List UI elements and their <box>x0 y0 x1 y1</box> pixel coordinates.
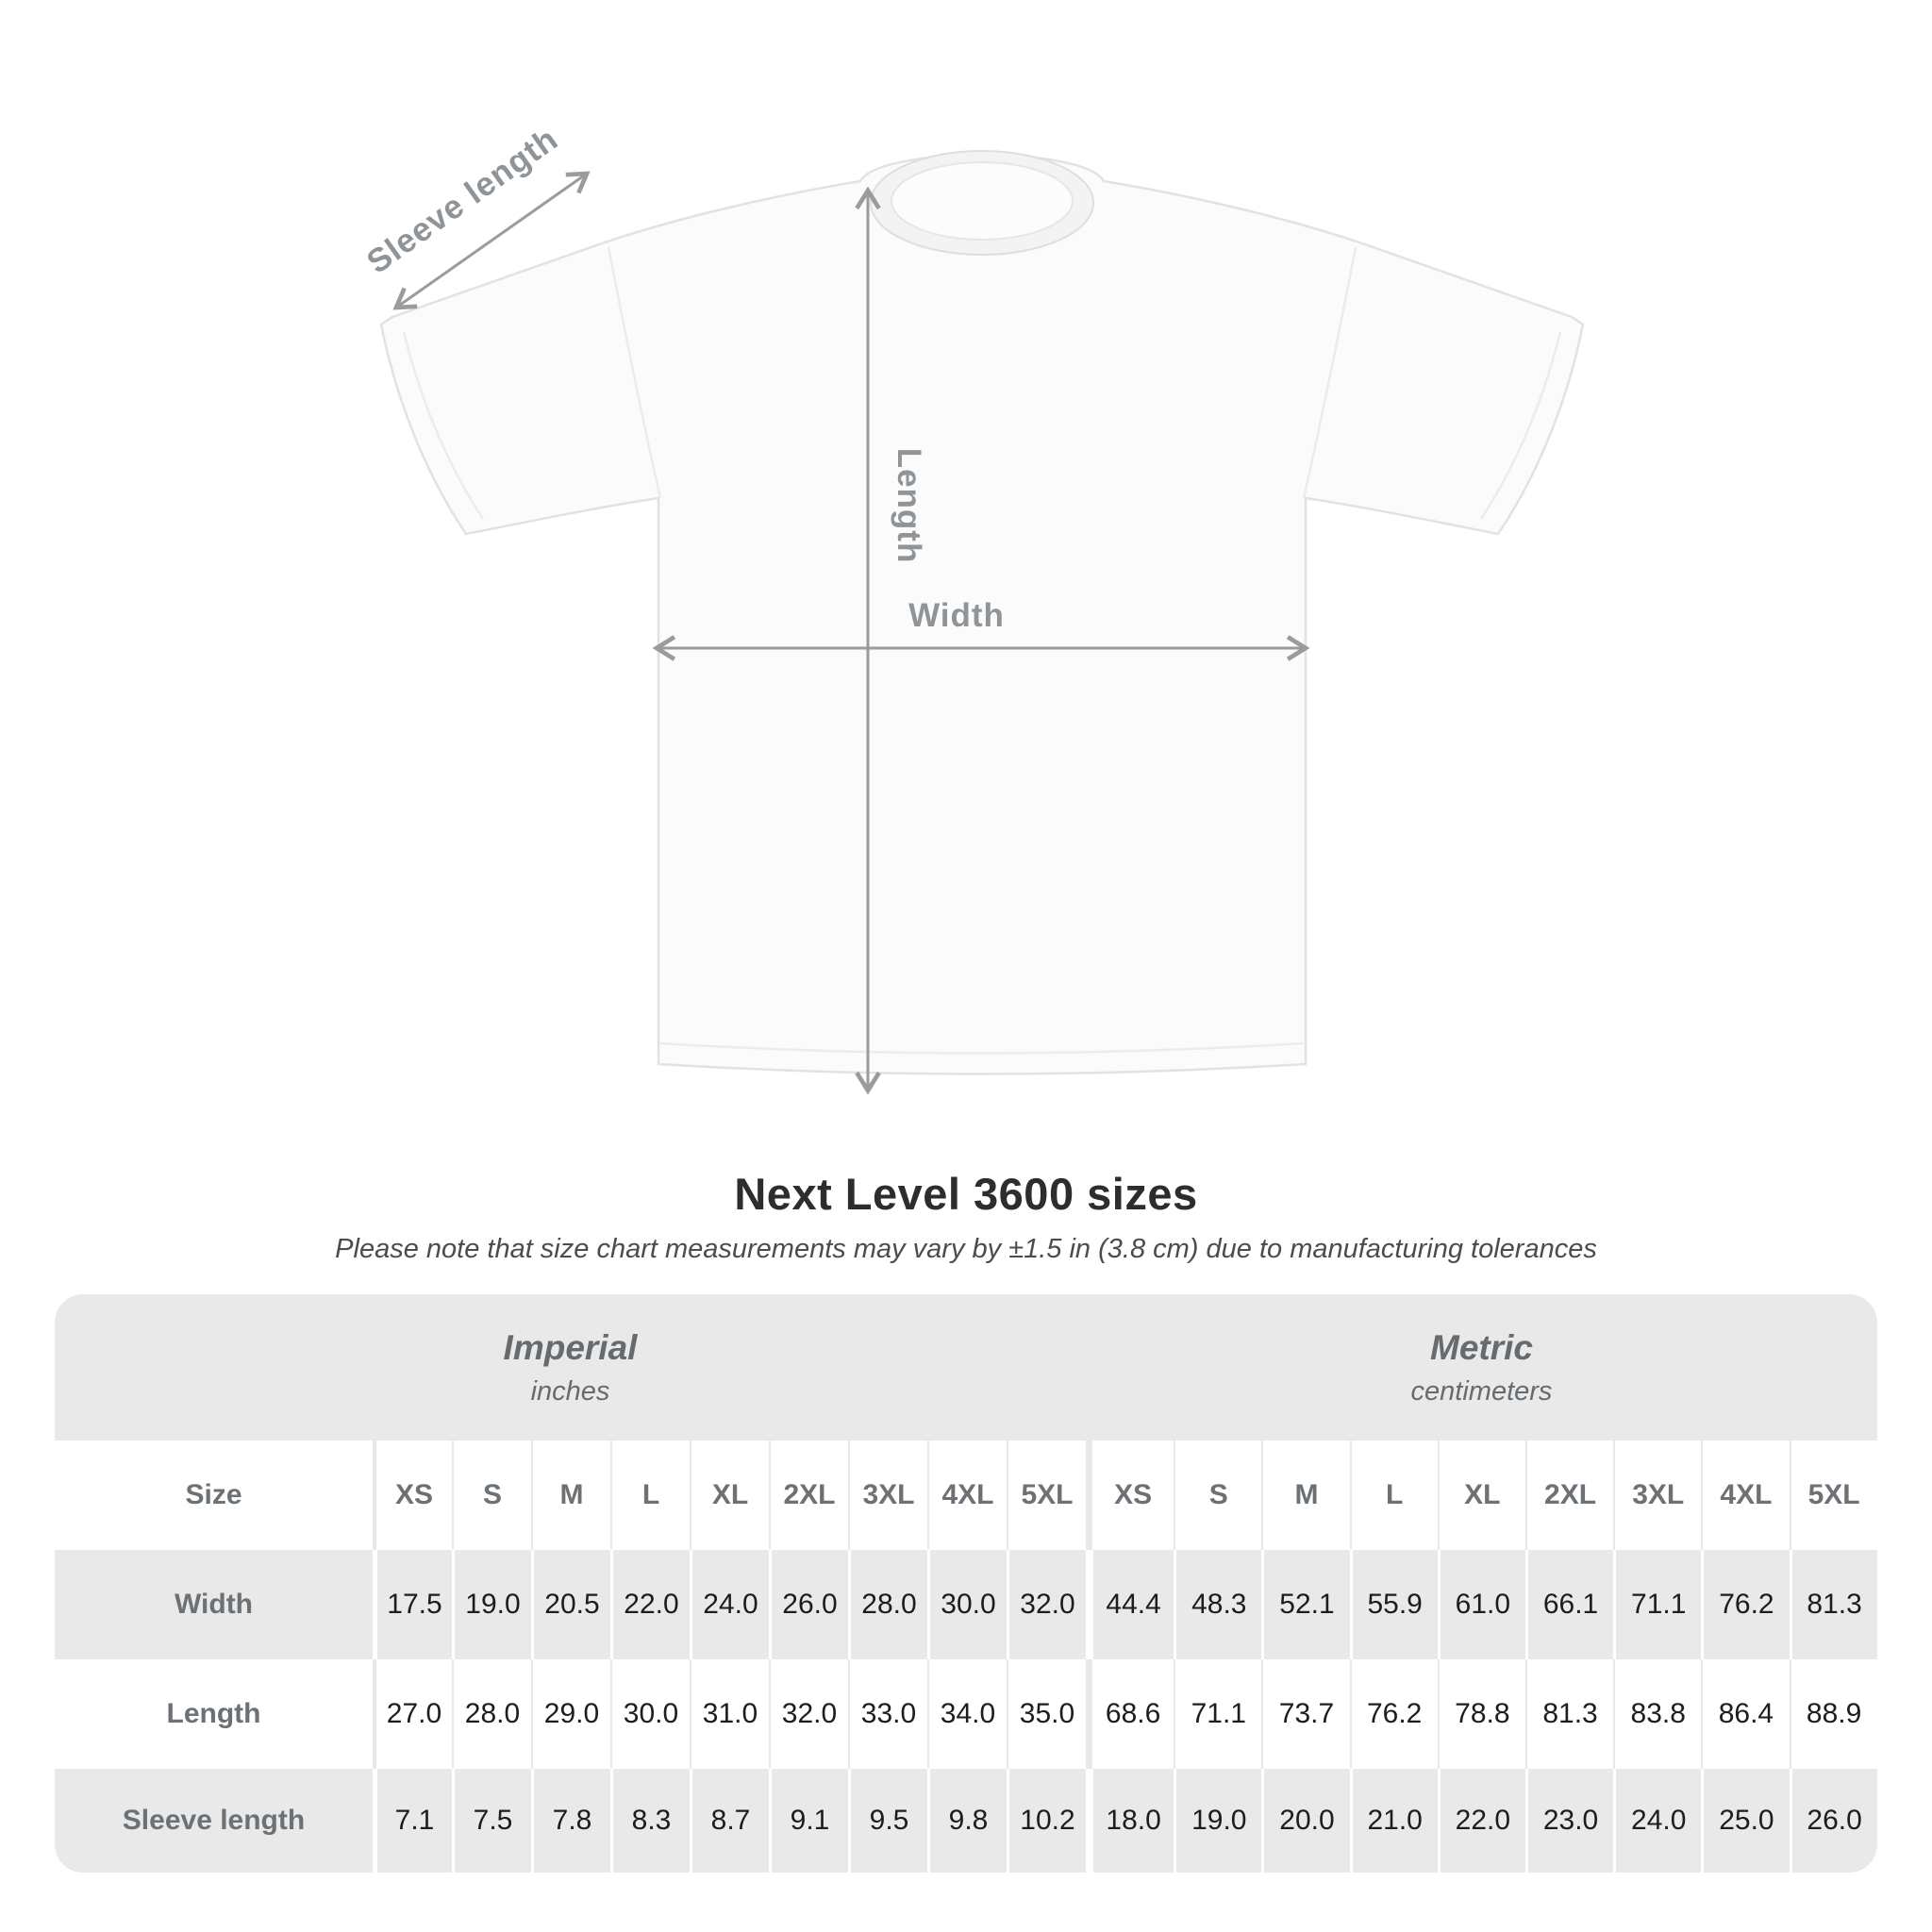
table-cell: 68.6 <box>1086 1659 1174 1769</box>
table-cell: 24.0 <box>690 1550 769 1659</box>
sleeve-length-label: Sleeve length <box>359 120 565 281</box>
table-cell: 44.4 <box>1086 1550 1174 1659</box>
table-cell: 35.0 <box>1007 1659 1086 1769</box>
table-cell: 19.0 <box>452 1550 531 1659</box>
table-cell: 30.0 <box>610 1659 690 1769</box>
table-cell: 20.0 <box>1261 1769 1349 1873</box>
size-col-header: S <box>452 1441 531 1550</box>
imperial-title: Imperial <box>503 1327 638 1367</box>
size-chart-table <box>55 1294 1877 1873</box>
table-cell: 9.1 <box>769 1769 848 1873</box>
table-cell: 83.8 <box>1613 1659 1701 1769</box>
row-label: Width <box>174 1589 254 1620</box>
table-cell: 26.0 <box>769 1550 848 1659</box>
table-cell: 7.5 <box>452 1769 531 1873</box>
table-cell: 24.0 <box>1613 1769 1701 1873</box>
width-label: Width <box>908 597 1005 634</box>
table-cell: 8.7 <box>690 1769 769 1873</box>
table-cell: 18.0 <box>1086 1769 1174 1873</box>
table-cell: 33.0 <box>848 1659 927 1769</box>
tolerance-note: Please note that size chart measurements may vary by ±1.5 in (3.8 cm) due to manufacturing tolerances <box>335 1234 1597 1264</box>
row-label: Sleeve length <box>122 1805 306 1836</box>
table-row <box>55 1550 1877 1659</box>
table-cell: 10.2 <box>1007 1769 1086 1873</box>
size-col-header: 2XL <box>769 1441 848 1550</box>
size-table-body <box>55 1441 1877 1873</box>
size-col-header: 4XL <box>1701 1441 1789 1550</box>
table-cell: 61.0 <box>1438 1550 1525 1659</box>
table-cell: 86.4 <box>1701 1659 1789 1769</box>
size-col-header: M <box>531 1441 610 1550</box>
size-col-header: 2XL <box>1525 1441 1613 1550</box>
size-col-header: XL <box>1438 1441 1525 1550</box>
table-cell: 9.8 <box>927 1769 1007 1873</box>
table-cell: 76.2 <box>1350 1659 1438 1769</box>
size-col-header: XS <box>1086 1441 1174 1550</box>
size-col-header: 3XL <box>848 1441 927 1550</box>
size-col-header: S <box>1174 1441 1261 1550</box>
size-col-header: L <box>610 1441 690 1550</box>
table-cell: 32.0 <box>769 1659 848 1769</box>
table-cell: 30.0 <box>927 1550 1007 1659</box>
table-cell: 23.0 <box>1525 1769 1613 1873</box>
table-cell: 28.0 <box>848 1550 927 1659</box>
table-row <box>55 1769 1877 1873</box>
table-cell: 22.0 <box>610 1550 690 1659</box>
table-cell: 81.3 <box>1525 1659 1613 1769</box>
table-cell: 52.1 <box>1261 1550 1349 1659</box>
size-col-header: 5XL <box>1007 1441 1086 1550</box>
imperial-unit: inches <box>530 1375 610 1407</box>
size-col-header: XS <box>373 1441 452 1550</box>
table-cell: 7.1 <box>373 1769 452 1873</box>
page-title: Next Level 3600 sizes <box>734 1169 1198 1219</box>
table-cell: 78.8 <box>1438 1659 1525 1769</box>
table-cell: 73.7 <box>1261 1659 1349 1769</box>
table-cell: 29.0 <box>531 1659 610 1769</box>
table-cell: 20.5 <box>531 1550 610 1659</box>
size-col-header: XL <box>690 1441 769 1550</box>
size-row-label: Size <box>185 1479 242 1510</box>
table-cell: 28.0 <box>452 1659 531 1769</box>
table-cell: 27.0 <box>373 1659 452 1769</box>
table-cell: 88.9 <box>1790 1659 1877 1769</box>
size-col-header: M <box>1261 1441 1349 1550</box>
size-col-header: 3XL <box>1613 1441 1701 1550</box>
size-col-header: 4XL <box>927 1441 1007 1550</box>
size-col-header: L <box>1350 1441 1438 1550</box>
table-cell: 76.2 <box>1701 1550 1789 1659</box>
row-label: Length <box>166 1698 261 1729</box>
table-row <box>55 1441 1877 1550</box>
table-cell: 22.0 <box>1438 1769 1525 1873</box>
metric-title: Metric <box>1430 1327 1533 1367</box>
metric-unit: centimeters <box>1410 1375 1553 1407</box>
table-cell: 19.0 <box>1174 1769 1261 1873</box>
table-row <box>55 1659 1877 1769</box>
metric-section-header <box>1086 1294 1877 1441</box>
table-cell: 34.0 <box>927 1659 1007 1769</box>
table-cell: 48.3 <box>1174 1550 1261 1659</box>
size-col-header: 5XL <box>1790 1441 1877 1550</box>
length-label: Length <box>891 447 927 564</box>
table-cell: 21.0 <box>1350 1769 1438 1873</box>
table-cell: 71.1 <box>1174 1659 1261 1769</box>
table-cell: 8.3 <box>610 1769 690 1873</box>
unit-section-band <box>55 1294 1877 1441</box>
table-cell: 7.8 <box>531 1769 610 1873</box>
table-cell: 66.1 <box>1525 1550 1613 1659</box>
table-cell: 71.1 <box>1613 1550 1701 1659</box>
table-cell: 31.0 <box>690 1659 769 1769</box>
heading-block <box>0 1168 1932 1265</box>
table-cell: 26.0 <box>1790 1769 1877 1873</box>
table-cell: 32.0 <box>1007 1550 1086 1659</box>
table-cell: 9.5 <box>848 1769 927 1873</box>
table-cell: 55.9 <box>1350 1550 1438 1659</box>
table-cell: 17.5 <box>373 1550 452 1659</box>
imperial-section-header <box>55 1294 1086 1441</box>
table-cell: 25.0 <box>1701 1769 1789 1873</box>
table-cell: 81.3 <box>1790 1550 1877 1659</box>
